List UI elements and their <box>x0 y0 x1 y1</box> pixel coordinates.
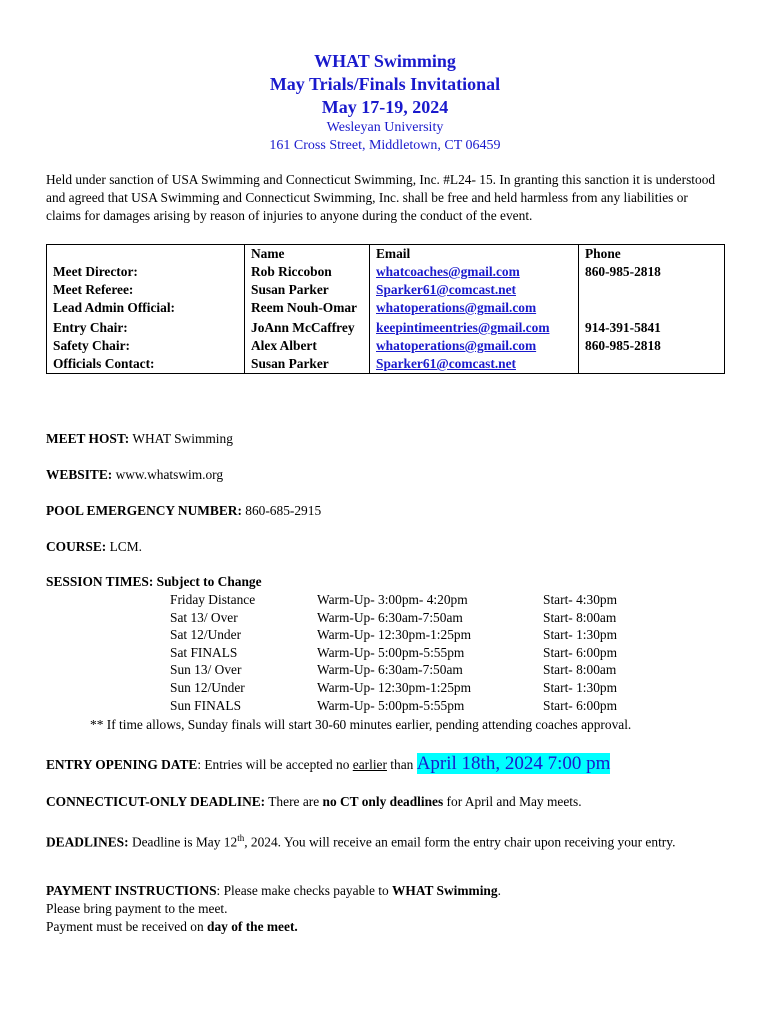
ct-deadline-text-2: for April and May meets. <box>443 794 582 809</box>
meet-host-line <box>46 430 726 448</box>
website-value: www.whatswim.org <box>115 467 224 482</box>
email-link[interactable]: Sparker61@comcast.net <box>376 282 517 297</box>
session-name: Sun 13/ Over <box>170 662 242 678</box>
course-value: LCM. <box>109 539 142 554</box>
email-cell <box>370 337 579 355</box>
session-times-note: Subject to Change <box>156 574 262 589</box>
payment-text-2: . <box>497 883 501 898</box>
website-line <box>46 466 726 484</box>
payment-line-2: Please bring payment to the meet. <box>46 901 228 916</box>
role-cell: Meet Director: <box>47 263 245 281</box>
email-link[interactable]: whatoperations@gmail.com <box>376 300 537 315</box>
email-link[interactable]: keepintimeentries@gmail.com <box>376 320 550 335</box>
table-header-cell: Phone <box>579 245 725 264</box>
ct-deadline-bold: no CT only deadlines <box>322 794 444 809</box>
meet-organizer-title: WHAT Swimming <box>314 51 456 71</box>
entry-opening-line <box>46 752 726 777</box>
name-cell: Rob Riccobon <box>245 263 370 281</box>
deadlines-paragraph <box>46 829 726 851</box>
deadlines-sup: th <box>237 833 245 843</box>
payment-line-3-text: Payment must be received on <box>46 919 208 934</box>
phone-cell: 860-985-2818 <box>579 337 725 355</box>
role-cell: Entry Chair: <box>47 317 245 337</box>
payment-section <box>46 882 726 936</box>
phone-cell <box>579 299 725 317</box>
payment-line-3 <box>46 918 726 936</box>
session-footnote: ** If time allows, Sunday finals will start 30-60 minutes earlier, pending attending coaches approval. <box>90 717 632 732</box>
table-header-cell: Name <box>245 245 370 264</box>
ct-deadline-label: CONNECTICUT-ONLY DEADLINE: <box>46 794 266 809</box>
document-header <box>0 50 770 155</box>
email-cell <box>370 299 579 317</box>
session-start: Start- 8:00am <box>543 662 617 678</box>
session-warmup: Warm-Up- 5:00pm-5:55pm <box>317 644 465 660</box>
table-row <box>47 355 725 374</box>
role-cell: Lead Admin Official: <box>47 299 245 317</box>
email-cell <box>370 355 579 374</box>
session-name: Sun 12/Under <box>170 680 245 695</box>
emergency-label: POOL EMERGENCY NUMBER: <box>46 503 242 518</box>
session-warmup: Warm-Up- 3:00pm- 4:20pm <box>317 592 468 607</box>
table-row <box>47 263 725 281</box>
payment-text: : Please make checks payable to <box>216 883 393 898</box>
venue-address: 161 Cross Street, Middletown, CT 06459 <box>269 138 501 153</box>
emergency-value: 860-685-2915 <box>245 503 322 518</box>
ct-deadline-text: There are <box>265 794 323 809</box>
name-cell: Susan Parker <box>245 355 370 374</box>
email-link[interactable]: whatcoaches@gmail.com <box>376 264 520 279</box>
email-link[interactable]: Sparker61@comcast.net <box>376 356 517 371</box>
website-label: WEBSITE: <box>46 467 113 482</box>
name-cell: Susan Parker <box>245 281 370 299</box>
entry-opening-label: ENTRY OPENING DATE <box>46 757 198 772</box>
entry-opening-underlined: earlier <box>352 757 387 772</box>
course-line <box>46 538 726 556</box>
table-row <box>47 281 725 299</box>
meet-staff-table <box>46 244 725 374</box>
name-cell: Alex Albert <box>245 337 370 355</box>
role-cell: Officials Contact: <box>47 355 245 374</box>
session-start: Start- 1:30pm <box>543 627 618 643</box>
session-name: Sun FINALS <box>170 697 242 713</box>
session-start: Start- 1:30pm <box>543 680 618 695</box>
entry-opening-text: : Entries will be accepted no <box>197 757 353 772</box>
session-times-label: SESSION TIMES: <box>46 574 154 589</box>
phone-cell: 860-985-2818 <box>579 263 725 281</box>
deadlines-text-2: , 2024. You will receive an email form the entry chair upon receiving your entry. <box>244 834 676 850</box>
venue-name: Wesleyan University <box>326 120 444 135</box>
email-cell <box>370 263 579 281</box>
role-cell: Safety Chair: <box>47 337 245 355</box>
payment-line-3-bold: day of the meet. <box>207 919 298 934</box>
session-name: Sat 13/ Over <box>170 609 238 625</box>
entry-opening-date-highlight: April 18th, 2024 7:00 pm <box>416 753 611 774</box>
name-cell: JoAnn McCaffrey <box>245 317 370 337</box>
payment-label: PAYMENT INSTRUCTIONS <box>46 883 217 898</box>
entry-opening-text-2: than <box>386 757 417 772</box>
session-name: Friday Distance <box>170 592 256 607</box>
table-row <box>47 337 725 355</box>
ct-deadline-line <box>46 793 726 811</box>
email-cell <box>370 281 579 299</box>
table-row <box>47 299 725 317</box>
meet-host-label: MEET HOST: <box>46 431 130 446</box>
course-label: COURSE: <box>46 539 107 554</box>
phone-cell <box>579 355 725 374</box>
session-start: Start- 4:30pm <box>543 592 618 607</box>
table-header-cell: Email <box>370 245 579 264</box>
table-header-row <box>47 245 725 264</box>
name-cell: Reem Nouh-Omar <box>245 299 370 317</box>
deadlines-text: Deadline is May 12 <box>128 834 238 850</box>
email-link[interactable]: whatoperations@gmail.com <box>376 338 537 353</box>
session-start: Start- 6:00pm <box>543 697 618 713</box>
table-row <box>47 317 725 337</box>
meet-dates-title: May 17-19, 2024 <box>321 97 449 117</box>
session-times-heading <box>46 573 726 591</box>
payment-payee: WHAT Swimming <box>392 883 498 898</box>
emergency-line <box>46 502 726 520</box>
email-cell <box>370 317 579 337</box>
phone-cell: 914-391-5841 <box>579 317 725 337</box>
session-name: Sat FINALS <box>170 644 238 660</box>
sanction-paragraph: Held under sanction of USA Swimming and Connecticut Swimming, Inc. #L24- 15. In granting this sanction it is understood and agreed that USA Swimming and Connecticut Swimming, Inc. shall be free and held harmless from any liabilities or claims for damages arising by reason of injuries to anyone during the conduct of the event. <box>46 172 716 223</box>
session-warmup: Warm-Up- 6:30am-7:50am <box>317 609 463 625</box>
session-warmup: Warm-Up- 12:30pm-1:25pm <box>317 680 472 695</box>
session-name: Sat 12/Under <box>170 627 242 643</box>
session-warmup: Warm-Up- 5:00pm-5:55pm <box>317 697 465 713</box>
payment-line-1 <box>46 882 726 900</box>
table-header-cell <box>47 245 245 264</box>
session-warmup: Warm-Up- 6:30am-7:50am <box>317 662 463 678</box>
meet-host-value: WHAT Swimming <box>132 431 233 446</box>
deadlines-label: DEADLINES: <box>46 834 129 850</box>
role-cell: Meet Referee: <box>47 281 245 299</box>
session-warmup: Warm-Up- 12:30pm-1:25pm <box>317 627 472 643</box>
phone-cell <box>579 281 725 299</box>
meet-name-title: May Trials/Finals Invitational <box>269 74 501 94</box>
session-start: Start- 8:00am <box>543 609 617 625</box>
session-start: Start- 6:00pm <box>543 644 618 660</box>
